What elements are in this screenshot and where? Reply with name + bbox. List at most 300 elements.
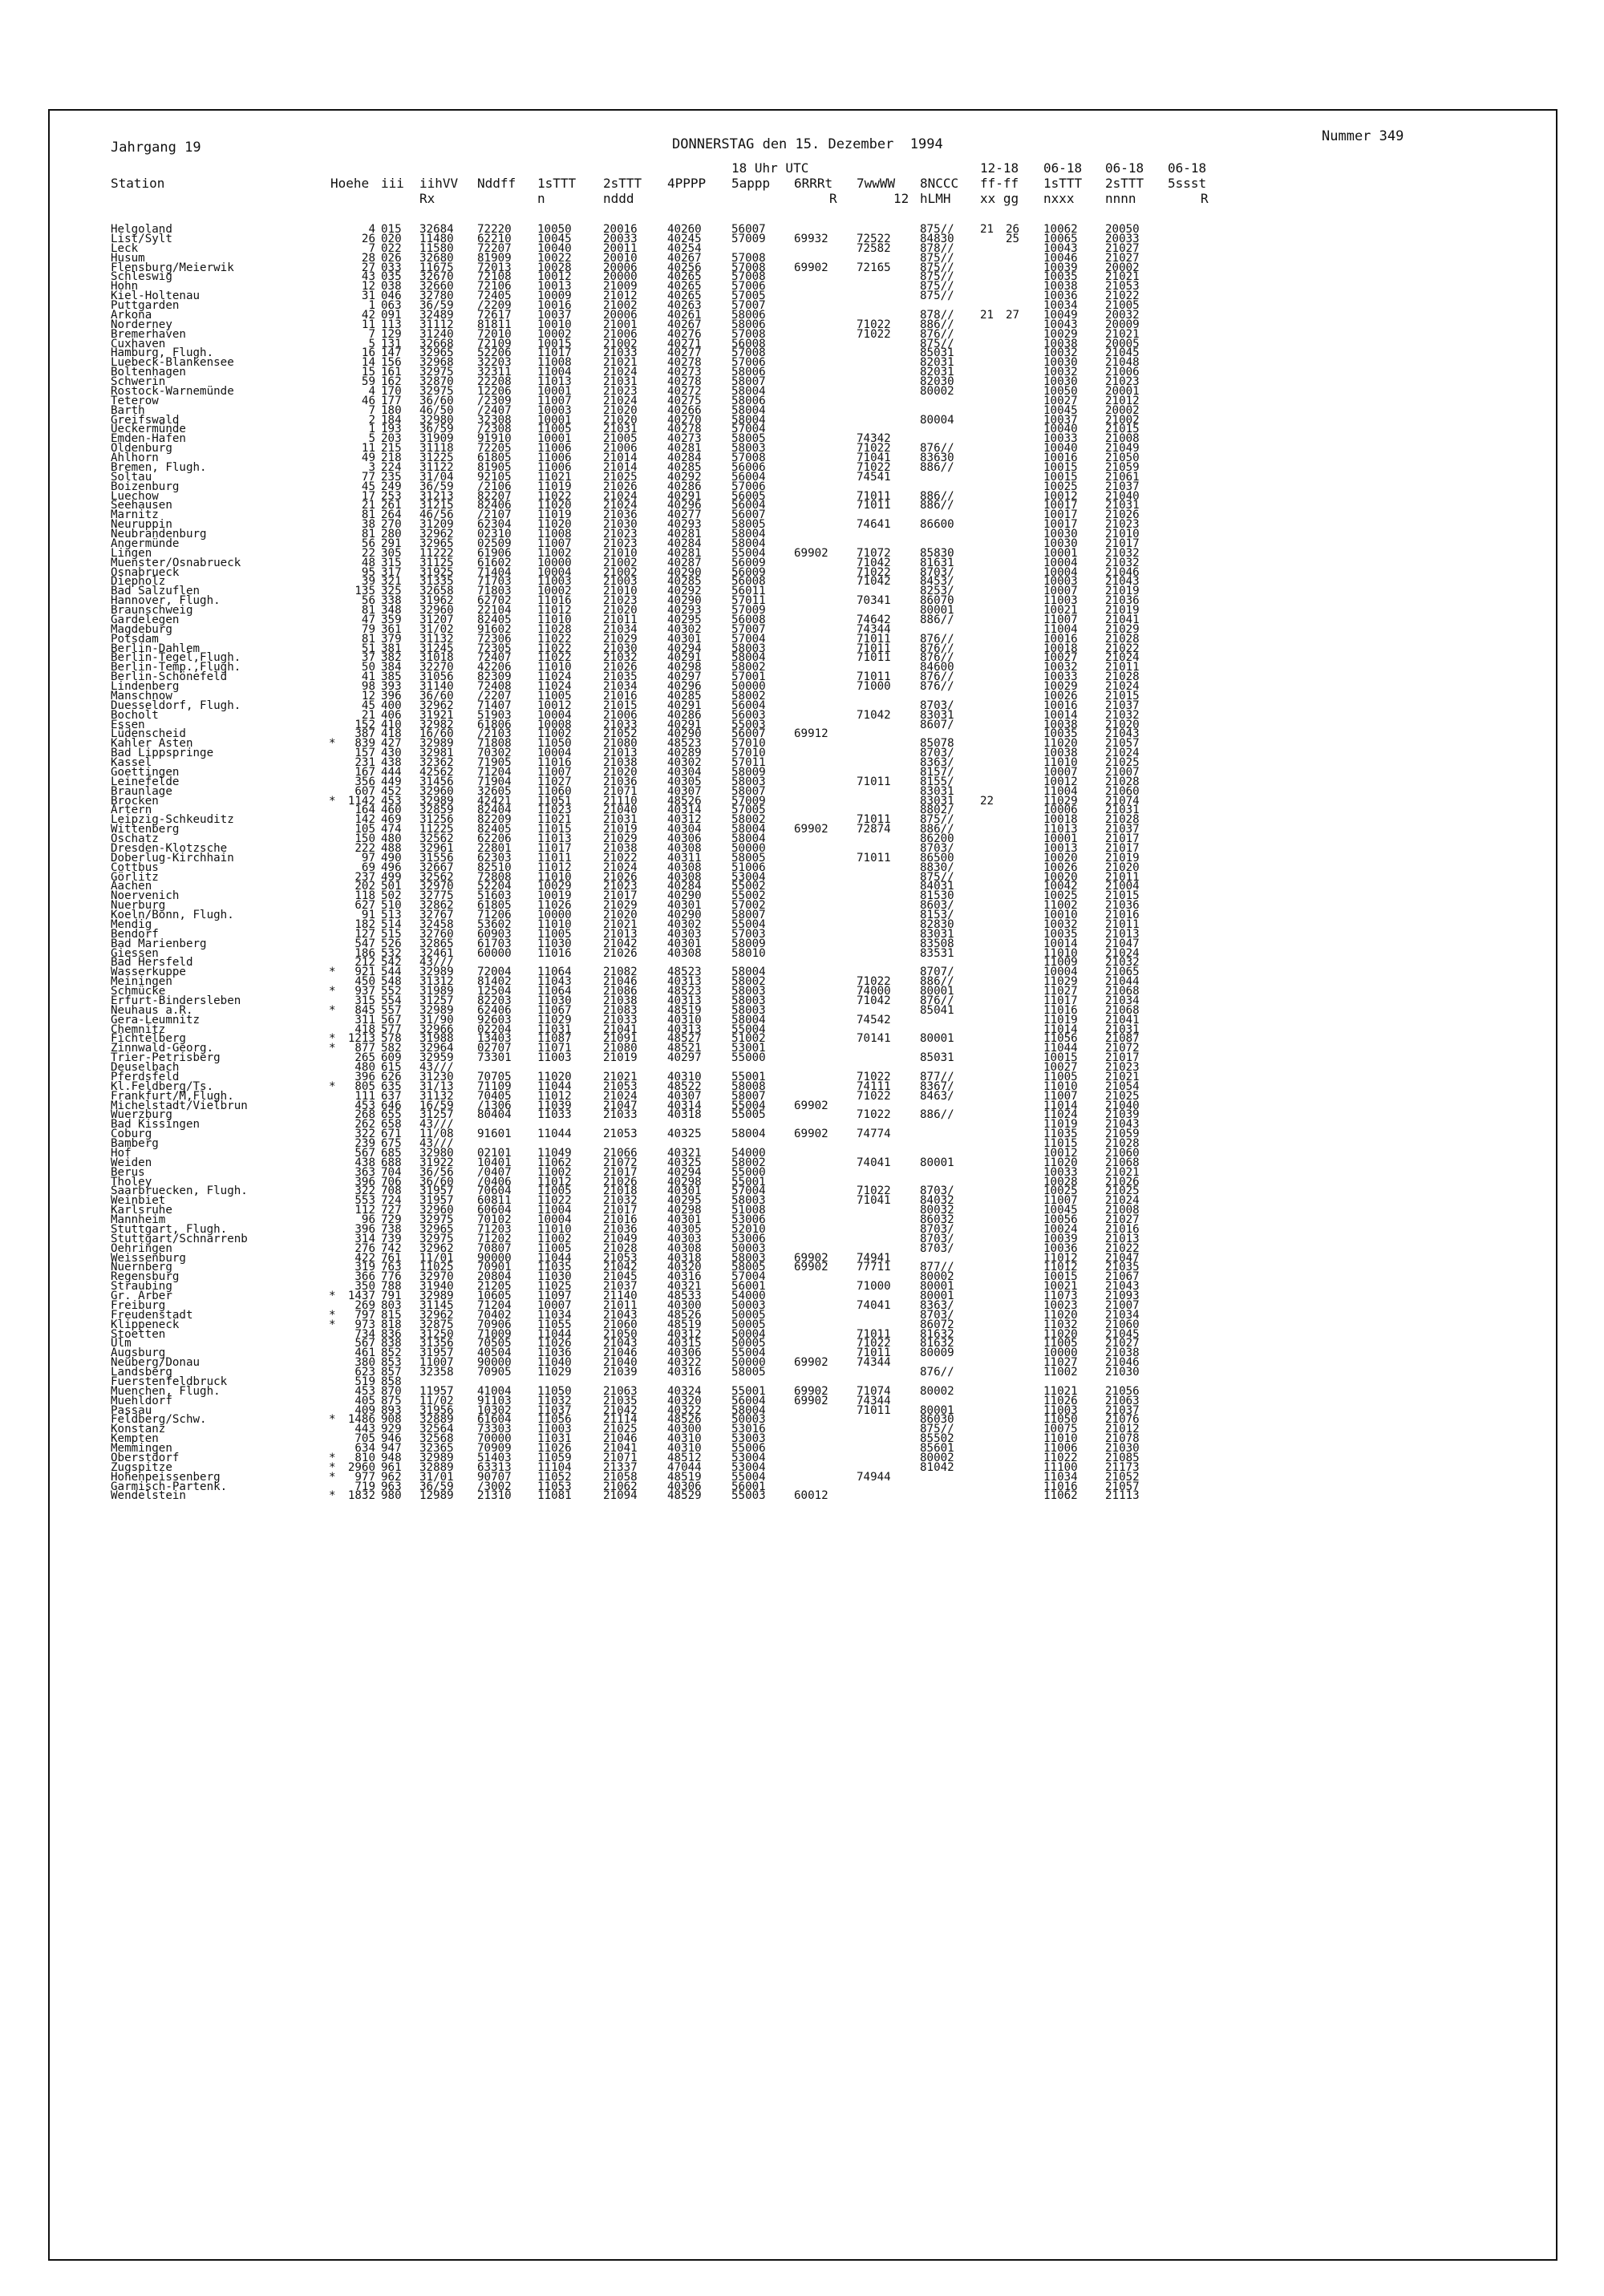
group-iihvv: 32489 [419, 308, 454, 322]
group-nddff: 70807 [477, 1241, 512, 1255]
group-temp: 11032 [537, 1394, 572, 1407]
group-tendency: 54000 [731, 1146, 766, 1160]
group-pressure: 48523 [667, 966, 702, 979]
station-name: Feldberg/Schw. [111, 1413, 207, 1427]
min-temp: 20002 [1105, 403, 1140, 417]
station-name: Gera-Leumnitz [111, 1013, 200, 1027]
min-temp: 21010 [1105, 528, 1140, 541]
group-nddff: 32203 [477, 356, 512, 370]
group-temp: 11062 [537, 1156, 572, 1169]
station-height: 719 [354, 1480, 375, 1493]
group-nddff: 91910 [477, 432, 512, 446]
group-nddff: /2407 [477, 403, 512, 417]
col-ss-sub: R [1201, 191, 1209, 206]
station-name: Leck [111, 241, 139, 255]
group-clouds: 86032 [920, 1213, 954, 1226]
group-pressure: 40322 [667, 1356, 702, 1370]
station-height: 17 [361, 489, 375, 503]
group-dewpoint: 21011 [603, 613, 638, 626]
group-pressure: 40263 [667, 299, 702, 312]
max-temp: 10025 [1043, 1184, 1078, 1198]
station-name: Zugspitze [111, 1460, 172, 1474]
group-dewpoint: 21024 [603, 366, 638, 379]
group-temp: 11012 [537, 860, 572, 874]
group-clouds: 875// [920, 261, 954, 274]
group-temp: 11024 [537, 670, 572, 684]
station-height: 186 [354, 946, 375, 960]
group-temp: 11071 [537, 1042, 572, 1055]
group-iihvv: 32970 [419, 880, 454, 893]
station-height: 265 [354, 1051, 375, 1065]
group-pressure: 40284 [667, 537, 702, 550]
station-height: 4 [368, 223, 375, 236]
group-dewpoint: 21028 [603, 1241, 638, 1255]
group-tendency: 58003 [731, 442, 766, 456]
group-dewpoint: 21014 [603, 460, 638, 474]
group-weather: 71011 [857, 775, 891, 788]
group-tendency: 58002 [731, 813, 766, 827]
group-nddff: 42206 [477, 661, 512, 674]
group-clouds: 875// [920, 280, 954, 294]
station-name: Artern [111, 804, 152, 817]
max-temp: 11050 [1043, 1413, 1078, 1427]
group-clouds: 8802/ [920, 804, 954, 817]
min-temp: 21008 [1105, 432, 1140, 446]
min-temp: 21063 [1105, 1394, 1140, 1407]
max-temp: 10001 [1043, 832, 1078, 845]
group-temp: 11039 [537, 1099, 572, 1112]
group-clouds: 876// [920, 680, 954, 693]
group-tendency: 56011 [731, 585, 766, 598]
max-temp: 11020 [1043, 737, 1078, 751]
group-dewpoint: 21026 [603, 1175, 638, 1188]
station-id: 803 [381, 1298, 402, 1312]
group-tendency: 57009 [731, 232, 766, 245]
max-temp: 10016 [1043, 699, 1078, 712]
group-pressure: 40292 [667, 470, 702, 484]
station-name: Hohenpeissenberg [111, 1470, 221, 1484]
group-nddff: 61805 [477, 452, 512, 464]
group-iihvv: 31962 [419, 594, 454, 608]
group-weather: 70141 [857, 1032, 891, 1046]
group-dewpoint: 21017 [603, 889, 638, 903]
group-dewpoint: 21086 [603, 985, 638, 998]
station-id: 453 [381, 794, 402, 808]
group-dewpoint: 21026 [603, 946, 638, 960]
station-id: 430 [381, 747, 402, 760]
station-height: 45 [361, 699, 375, 712]
group-tendency: 55002 [731, 889, 766, 903]
group-nddff: 10605 [477, 1290, 512, 1302]
group-pressure: 40281 [667, 442, 702, 456]
group-nddff: 90707 [477, 1470, 512, 1484]
max-temp: 11019 [1043, 1118, 1078, 1132]
station-id: 875 [381, 1394, 402, 1407]
min-temp: 20005 [1105, 337, 1140, 350]
group-temp: 11007 [537, 394, 572, 407]
group-pressure: 40313 [667, 975, 702, 989]
group-weather: 72874 [857, 823, 891, 836]
group-tendency: 58004 [731, 832, 766, 845]
station-name: Hamburg, Flugh. [111, 346, 214, 360]
group-temp: 11025 [537, 1280, 572, 1294]
min-temp: 21028 [1105, 670, 1140, 684]
station-name: Karlsruhe [111, 1204, 172, 1217]
group-tendency: 58007 [731, 909, 766, 921]
group-nddff: 72106 [477, 280, 512, 294]
station-height: 4 [368, 384, 375, 398]
group-iihvv: 11580 [419, 241, 454, 255]
station-height: 14 [361, 356, 375, 370]
station-height: 977 [354, 1470, 375, 1484]
group-tendency: 58009 [731, 937, 766, 950]
station-name: Oehringen [111, 1241, 172, 1255]
group-nddff: 82309 [477, 670, 512, 684]
station-name: Gr. Arber [111, 1290, 172, 1302]
group-tendency: 58006 [731, 318, 766, 331]
station-name: Tholey [111, 1175, 152, 1188]
min-temp: 21078 [1105, 1432, 1140, 1446]
group-clouds: 8363/ [920, 756, 954, 769]
group-dewpoint: 21046 [603, 1432, 638, 1446]
station-height: 51 [361, 642, 375, 655]
mountain-marker: * [329, 1290, 336, 1302]
group-dewpoint: 21024 [603, 860, 638, 874]
group-tendency: 58002 [731, 1156, 766, 1169]
station-height: 142 [354, 813, 375, 827]
station-id: 853 [381, 1356, 402, 1370]
min-temp: 21017 [1105, 832, 1140, 845]
group-pressure: 40303 [667, 1232, 702, 1245]
max-temp: 11015 [1043, 1137, 1078, 1150]
min-temp: 21028 [1105, 1137, 1140, 1150]
station-name: Husum [111, 251, 145, 265]
group-tendency: 58008 [731, 1079, 766, 1093]
max-temp: 10030 [1043, 528, 1078, 541]
group-nddff: /1306 [477, 1099, 512, 1112]
station-id: 215 [381, 442, 402, 456]
station-id: 480 [381, 832, 402, 845]
group-tendency: 58010 [731, 946, 766, 960]
group-pressure: 40308 [667, 860, 702, 874]
group-pressure: 40321 [667, 1280, 702, 1294]
station-name: Bad Hersfeld [111, 956, 193, 970]
group-tendency: 58009 [731, 765, 766, 779]
group-clouds: 85830 [920, 546, 954, 560]
station-height: 973 [354, 1318, 375, 1331]
group-tendency: 58003 [731, 1003, 766, 1017]
station-id: 449 [381, 775, 402, 788]
station-id: 385 [381, 670, 402, 684]
min-temp: 21072 [1105, 1042, 1140, 1055]
group-pressure: 40278 [667, 375, 702, 388]
station-name: Konstanz [111, 1423, 166, 1436]
group-precip: 69912 [794, 727, 828, 741]
group-weather: 74641 [857, 518, 891, 532]
group-nddff: 71904 [477, 775, 512, 788]
group-tendency: 53016 [731, 1423, 766, 1436]
max-temp: 11035 [1043, 1128, 1078, 1141]
station-id: 685 [381, 1146, 402, 1160]
station-id: 235 [381, 470, 402, 484]
group-dewpoint: 21023 [603, 594, 638, 608]
max-temp: 11002 [1043, 899, 1078, 913]
station-id: 615 [381, 1061, 402, 1074]
station-name: Görlitz [111, 870, 159, 884]
max-temp: 11013 [1043, 823, 1078, 836]
station-id: 264 [381, 508, 402, 522]
station-name: Frankfurt/M,Flugh. [111, 1089, 234, 1103]
station-height: 322 [354, 1184, 375, 1198]
group-nddff: 72407 [477, 651, 512, 665]
group-dewpoint: 21026 [603, 480, 638, 493]
volume-label: Jahrgang 19 [111, 140, 201, 156]
group-clouds: 8703/ [920, 1184, 954, 1198]
station-height: 81 [361, 508, 375, 522]
group-temp: 10015 [537, 337, 572, 350]
group-pressure: 48526 [667, 1413, 702, 1427]
group-tendency: 50005 [731, 1308, 766, 1322]
col-ss-top: 06-18 [1168, 160, 1207, 176]
group-pressure: 40300 [667, 1423, 702, 1436]
group-temp: 10000 [537, 556, 572, 569]
max-temp: 11010 [1043, 946, 1078, 960]
group-iihvv: 32968 [419, 356, 454, 370]
group-iihvv: 32975 [419, 384, 454, 398]
group-iihvv: 32684 [419, 223, 454, 236]
group-pressure: 48519 [667, 1003, 702, 1017]
group-temp: 10003 [537, 403, 572, 417]
group-dewpoint: 21023 [603, 384, 638, 398]
mountain-marker: * [329, 737, 336, 751]
group-tendency: 55005 [731, 1108, 766, 1122]
group-iihvv: 32562 [419, 832, 454, 845]
station-height: 77 [361, 470, 375, 484]
station-id: 852 [381, 1346, 402, 1360]
group-weather: 71022 [857, 1108, 891, 1122]
group-iihvv: 16/60 [419, 727, 454, 741]
group-iihvv: 31/01 [419, 1470, 454, 1484]
station-name: Bocholt [111, 708, 159, 722]
group-precip: 69932 [794, 232, 828, 245]
group-dewpoint: 21017 [603, 1204, 638, 1217]
group-iihvv: 31256 [419, 813, 454, 827]
station-name: Norderney [111, 318, 172, 331]
station-name: Angermünde [111, 537, 180, 550]
station-name: Freudenstadt [111, 1308, 193, 1322]
min-temp: 21021 [1105, 327, 1140, 341]
station-height: 111 [354, 1089, 375, 1103]
group-temp: 11067 [537, 1003, 572, 1017]
group-clouds: 84600 [920, 661, 954, 674]
group-dewpoint: 21034 [603, 622, 638, 636]
gust-1: 22 [980, 794, 994, 808]
station-table [0, 225, 1484, 1501]
group-pressure: 40301 [667, 1184, 702, 1198]
group-iihvv: 32875 [419, 1318, 454, 1331]
station-name: Weissenburg [111, 1251, 186, 1265]
group-nddff: /2107 [477, 508, 512, 522]
group-weather: 72522 [857, 232, 891, 245]
group-dewpoint: 21043 [603, 1337, 638, 1350]
max-temp: 10017 [1043, 508, 1078, 522]
group-iihvv: 32767 [419, 909, 454, 921]
min-temp: 21023 [1105, 1061, 1140, 1074]
group-tendency: 58004 [731, 651, 766, 665]
station-id: 946 [381, 1432, 402, 1446]
group-iihvv: 32962 [419, 699, 454, 712]
group-dewpoint: 21024 [603, 1089, 638, 1103]
group-iihvv: 31207 [419, 613, 454, 626]
group-dewpoint: 20010 [603, 251, 638, 265]
group-dewpoint: 21058 [603, 1470, 638, 1484]
group-iihvv: 31145 [419, 1298, 454, 1312]
max-temp: 10015 [1043, 460, 1078, 474]
max-temp: 10017 [1043, 518, 1078, 532]
group-temp: 10012 [537, 270, 572, 284]
station-name: Goettingen [111, 765, 180, 779]
group-tendency: 58007 [731, 1089, 766, 1103]
mountain-marker: * [329, 1460, 336, 1474]
group-clouds: 878// [920, 308, 954, 322]
group-dewpoint: 21011 [603, 1298, 638, 1312]
min-temp: 21043 [1105, 1280, 1140, 1294]
station-height: 1 [368, 423, 375, 436]
group-dewpoint: 21014 [603, 452, 638, 464]
group-weather: 71042 [857, 556, 891, 569]
min-temp: 21016 [1105, 1222, 1140, 1236]
station-height: 443 [354, 1423, 375, 1436]
min-temp: 21034 [1105, 994, 1140, 1007]
min-temp: 21021 [1105, 270, 1140, 284]
group-dewpoint: 21030 [603, 518, 638, 532]
min-temp: 21021 [1105, 1165, 1140, 1179]
group-clouds: 8703/ [920, 841, 954, 855]
group-pressure: 40267 [667, 251, 702, 265]
min-temp: 21013 [1105, 927, 1140, 941]
min-temp: 21015 [1105, 423, 1140, 436]
group-tendency: 58004 [731, 384, 766, 398]
group-tendency: 56008 [731, 575, 766, 589]
max-temp: 11005 [1043, 1070, 1078, 1083]
group-temp: 11020 [537, 1070, 572, 1083]
station-height: 222 [354, 841, 375, 855]
group-nddff: 92603 [477, 1013, 512, 1027]
max-temp: 11016 [1043, 1480, 1078, 1493]
group-pressure: 40285 [667, 460, 702, 474]
group-nddff: /2207 [477, 689, 512, 703]
group-nddff: 63313 [477, 1460, 512, 1474]
min-temp: 21045 [1105, 1327, 1140, 1341]
group-dewpoint: 21110 [603, 794, 638, 808]
group-clouds: 85031 [920, 346, 954, 360]
max-temp: 10050 [1043, 384, 1078, 398]
group-clouds: 876// [920, 632, 954, 646]
station-id: 704 [381, 1165, 402, 1179]
station-id: 305 [381, 546, 402, 560]
station-height: 315 [354, 994, 375, 1007]
max-temp: 10033 [1043, 432, 1078, 446]
group-clouds: 83630 [920, 452, 954, 464]
group-tendency: 57005 [731, 290, 766, 303]
min-temp: 21043 [1105, 1118, 1140, 1132]
group-tendency: 58002 [731, 661, 766, 674]
station-height: 150 [354, 832, 375, 845]
group-nddff: 70405 [477, 1089, 512, 1103]
group-pressure: 40277 [667, 508, 702, 522]
station-height: 3 [368, 460, 375, 474]
group-pressure: 40304 [667, 823, 702, 836]
group-tendency: 56006 [731, 460, 766, 474]
max-temp: 10020 [1043, 851, 1078, 865]
col-tx-sub: nxxx [1043, 191, 1075, 206]
group-nddff: 81909 [477, 251, 512, 265]
group-temp: 11034 [537, 1308, 572, 1322]
group-nddff: 92105 [477, 470, 512, 484]
station-height: 135 [354, 585, 375, 598]
min-temp: 21041 [1105, 613, 1140, 626]
group-pressure: 40297 [667, 670, 702, 684]
group-tendency: 58003 [731, 1251, 766, 1265]
group-weather: 74542 [857, 1013, 891, 1027]
station-name: Oldenburg [111, 442, 172, 456]
min-temp: 21011 [1105, 870, 1140, 884]
group-nddff: 81905 [477, 460, 512, 474]
group-iihvv: 32975 [419, 1213, 454, 1226]
group-nddff: 32308 [477, 413, 512, 427]
max-temp: 10013 [1043, 841, 1078, 855]
min-temp: 21031 [1105, 1022, 1140, 1036]
group-nddff: 42421 [477, 794, 512, 808]
group-pressure: 48527 [667, 1032, 702, 1046]
station-height: 12 [361, 689, 375, 703]
group-dewpoint: 21071 [603, 1451, 638, 1464]
station-height: 1213 [347, 1032, 375, 1046]
station-id: 253 [381, 489, 402, 503]
station-name: Luechow [111, 489, 159, 503]
station-id: 418 [381, 727, 402, 741]
station-name: Trier-Petrisberg [111, 1051, 221, 1065]
group-iihvv: 31556 [419, 851, 454, 865]
group-iihvv: 11957 [419, 1384, 454, 1398]
group-nddff: 02101 [477, 1146, 512, 1160]
group-pressure: 40281 [667, 546, 702, 560]
group-iihvv: 31921 [419, 708, 454, 722]
group-nddff: 62206 [477, 832, 512, 845]
group-clouds: 8707/ [920, 966, 954, 979]
min-temp: 21034 [1105, 1308, 1140, 1322]
group-tendency: 56004 [731, 470, 766, 484]
group-pressure: 40286 [667, 480, 702, 493]
max-temp: 11024 [1043, 1108, 1078, 1122]
group-iihvv: 32889 [419, 1413, 454, 1427]
station-id: 908 [381, 1413, 402, 1427]
group-weather: 71022 [857, 1184, 891, 1198]
station-id: 460 [381, 804, 402, 817]
group-dewpoint: 21091 [603, 1032, 638, 1046]
group-pressure: 40260 [667, 223, 702, 236]
group-weather: 71011 [857, 632, 891, 646]
station-height: 845 [354, 1003, 375, 1017]
group-dewpoint: 21023 [603, 537, 638, 550]
group-iihvv: 11007 [419, 1356, 454, 1370]
group-temp: 11006 [537, 460, 572, 474]
station-height: 396 [354, 1070, 375, 1083]
station-name: Hohn [111, 280, 139, 294]
max-temp: 10038 [1043, 747, 1078, 760]
group-clouds: 85078 [920, 737, 954, 751]
min-temp: 21015 [1105, 889, 1140, 903]
